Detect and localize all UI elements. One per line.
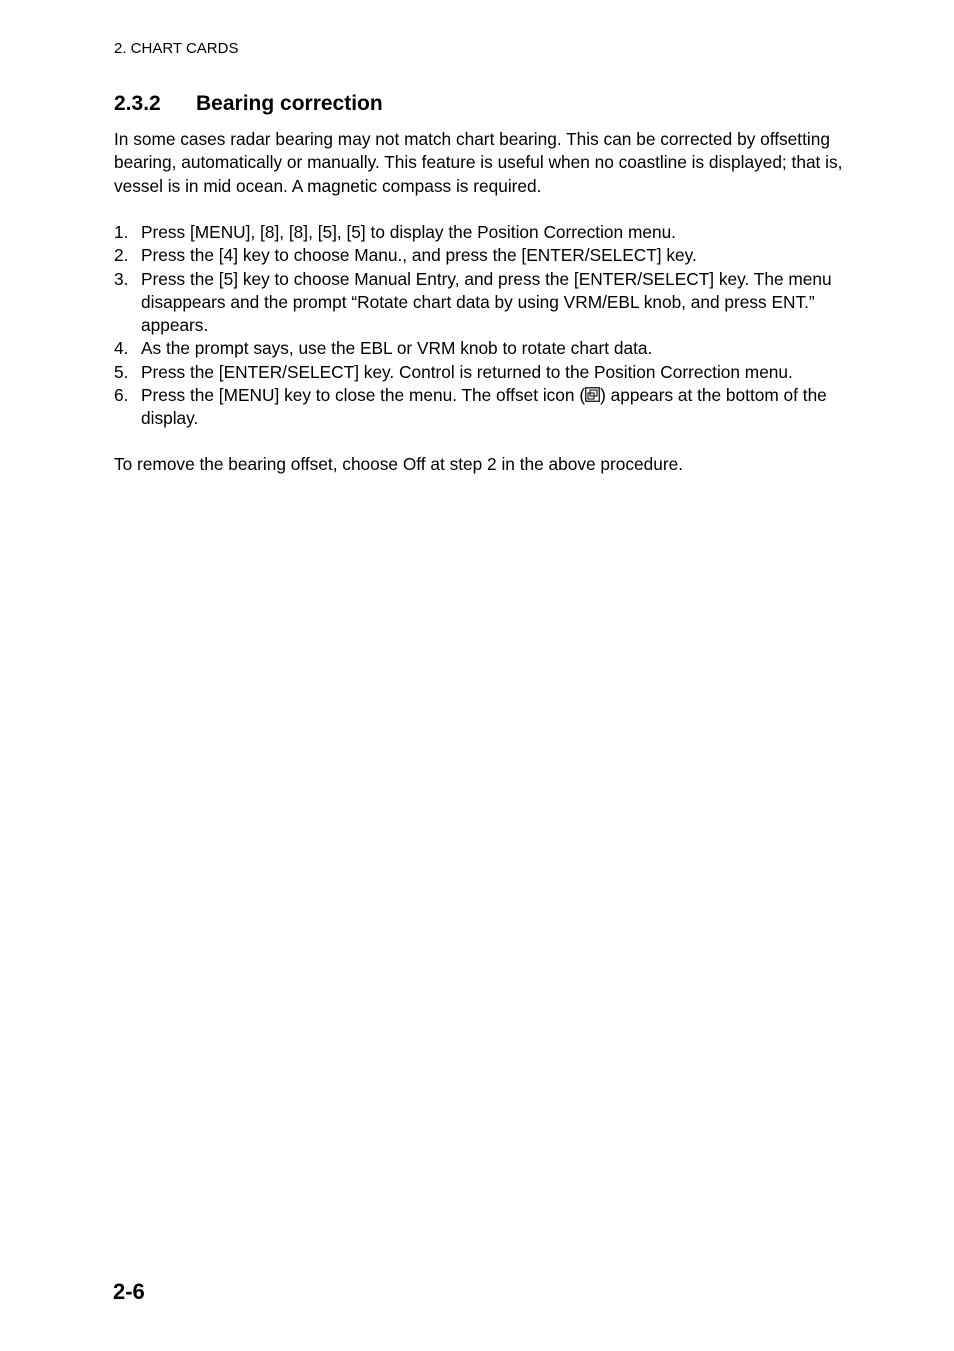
step-marker: 6. bbox=[114, 385, 129, 406]
step-marker: 5. bbox=[114, 361, 129, 382]
step-marker: 1. bbox=[114, 222, 129, 242]
running-header: 2. CHART CARDS bbox=[114, 40, 239, 57]
step-text: Press the [4] key to choose Manu., and press the [ENTER/SELECT] key. bbox=[141, 245, 697, 266]
step-item bbox=[114, 361, 874, 384]
step-item bbox=[114, 244, 874, 267]
offset-icon bbox=[585, 387, 600, 402]
step-marker: 3. bbox=[114, 268, 129, 289]
section-number: 2.3.2 bbox=[114, 92, 161, 115]
step-text: Press the [5] key to choose Manual Entry, and press the [ENTER/SELECT] key. The menu disappears and the prompt “Rotate chart data by using VRM/EBL knob, and press ENT.” appears. bbox=[141, 268, 832, 336]
step-text: As the prompt says, use the EBL or VRM knob to rotate chart data. bbox=[141, 338, 653, 359]
section-heading bbox=[114, 92, 383, 116]
step-item bbox=[114, 268, 874, 338]
step-item bbox=[114, 384, 874, 431]
procedure-steps bbox=[114, 221, 874, 431]
page-number: 2-6 bbox=[113, 1279, 145, 1304]
step-item bbox=[114, 221, 874, 244]
closing-paragraph: To remove the bearing offset, choose Off at step 2 in the above procedure. bbox=[114, 454, 684, 474]
step-item bbox=[114, 337, 874, 360]
intro-paragraph: In some cases radar bearing may not match chart bearing. This can be corrected by offsetting bearing, automatically or manually. This feature is useful when no coastline is displayed; that is, vessel is in mid ocean. A magnetic compass is required. bbox=[114, 129, 843, 196]
step-text: Press [MENU], [8], [8], [5], [5] to display the Position Correction menu. bbox=[141, 222, 676, 242]
step-text: Press the [ENTER/SELECT] key. Control is returned to the Position Correction menu. bbox=[141, 361, 793, 382]
step-marker: 4. bbox=[114, 338, 129, 359]
step-text-before: Press the [MENU] key to close the menu. The offset icon ( bbox=[141, 385, 586, 406]
step-marker: 2. bbox=[114, 245, 129, 266]
section-title: Bearing correction bbox=[196, 92, 383, 115]
step-text-after: ) appears at the bottom of the display. bbox=[141, 385, 827, 429]
